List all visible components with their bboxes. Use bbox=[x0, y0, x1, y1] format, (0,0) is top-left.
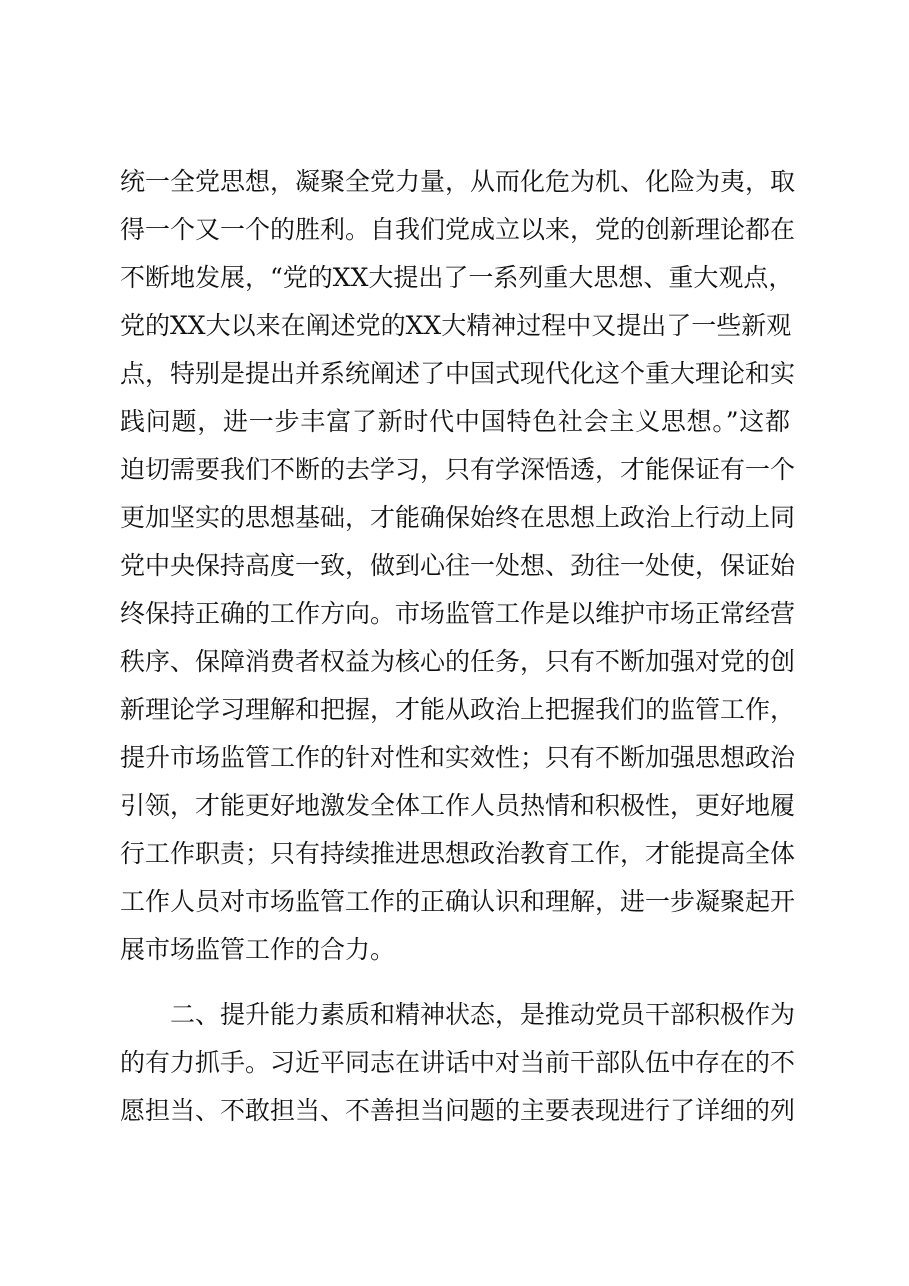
text-line: 更加坚实的思想基础，才能确保始终在思想上政治上行动上同 bbox=[120, 503, 796, 532]
text-line: 提升市场监管工作的针对性和实效性；只有不断加强思想政治 bbox=[120, 743, 796, 772]
paragraph-gap bbox=[120, 974, 790, 991]
text-line: 秩序、保障消费者权益为核心的任务，只有不断加强对党的创 bbox=[120, 647, 796, 676]
text-line: 愿担当、不敢担当、不善担当问题的主要表现进行了详细的列 bbox=[120, 1096, 796, 1125]
document-body bbox=[120, 158, 796, 1135]
text-line: 迫切需要我们不断的去学习，只有学深悟透，才能保证有一个 bbox=[120, 455, 796, 484]
text-line: 新理论学习理解和把握，才能从政治上把握我们的监管工作， bbox=[120, 695, 796, 724]
text-line: 的有力抓手。习近平同志在讲话中对当前干部队伍中存在的不 bbox=[120, 1048, 796, 1077]
text-line: 二、提升能力素质和精神状态，是推动党员干部积极作为 bbox=[170, 1000, 796, 1029]
text-line: 得一个又一个的胜利。自我们党成立以来，党的创新理论都在 bbox=[120, 215, 796, 244]
paragraph-2 bbox=[120, 991, 796, 1135]
text-line: 党中央保持高度一致，做到心往一处想、劲往一处使，保证始 bbox=[120, 551, 796, 580]
text-line: 工作人员对市场监管工作的正确认识和理解，进一步凝聚起开 bbox=[120, 887, 796, 916]
text-line: 不断地发展，“党的XX大提出了一系列重大思想、重大观点， bbox=[120, 263, 794, 292]
text-line: 统一全党思想，凝聚全党力量，从而化危为机、化险为夷，取 bbox=[120, 167, 796, 196]
text-line: 展市场监管工作的合力。 bbox=[120, 935, 396, 964]
text-line: 党的XX大以来在阐述党的XX大精神过程中又提出了一些新观 bbox=[120, 311, 792, 340]
text-line: 点，特别是提出并系统阐述了中国式现代化这个重大理论和实 bbox=[120, 359, 796, 388]
text-line: 行工作职责；只有持续推进思想政治教育工作，才能提高全体 bbox=[120, 839, 796, 868]
text-line: 引领，才能更好地激发全体工作人员热情和积极性，更好地履 bbox=[120, 791, 796, 820]
text-line: 终保持正确的工作方向。市场监管工作是以维护市场正常经营 bbox=[120, 599, 796, 628]
paragraph-1 bbox=[120, 158, 796, 974]
text-line: 践问题，进一步丰富了新时代中国特色社会主义思想。”这都 bbox=[120, 407, 790, 436]
